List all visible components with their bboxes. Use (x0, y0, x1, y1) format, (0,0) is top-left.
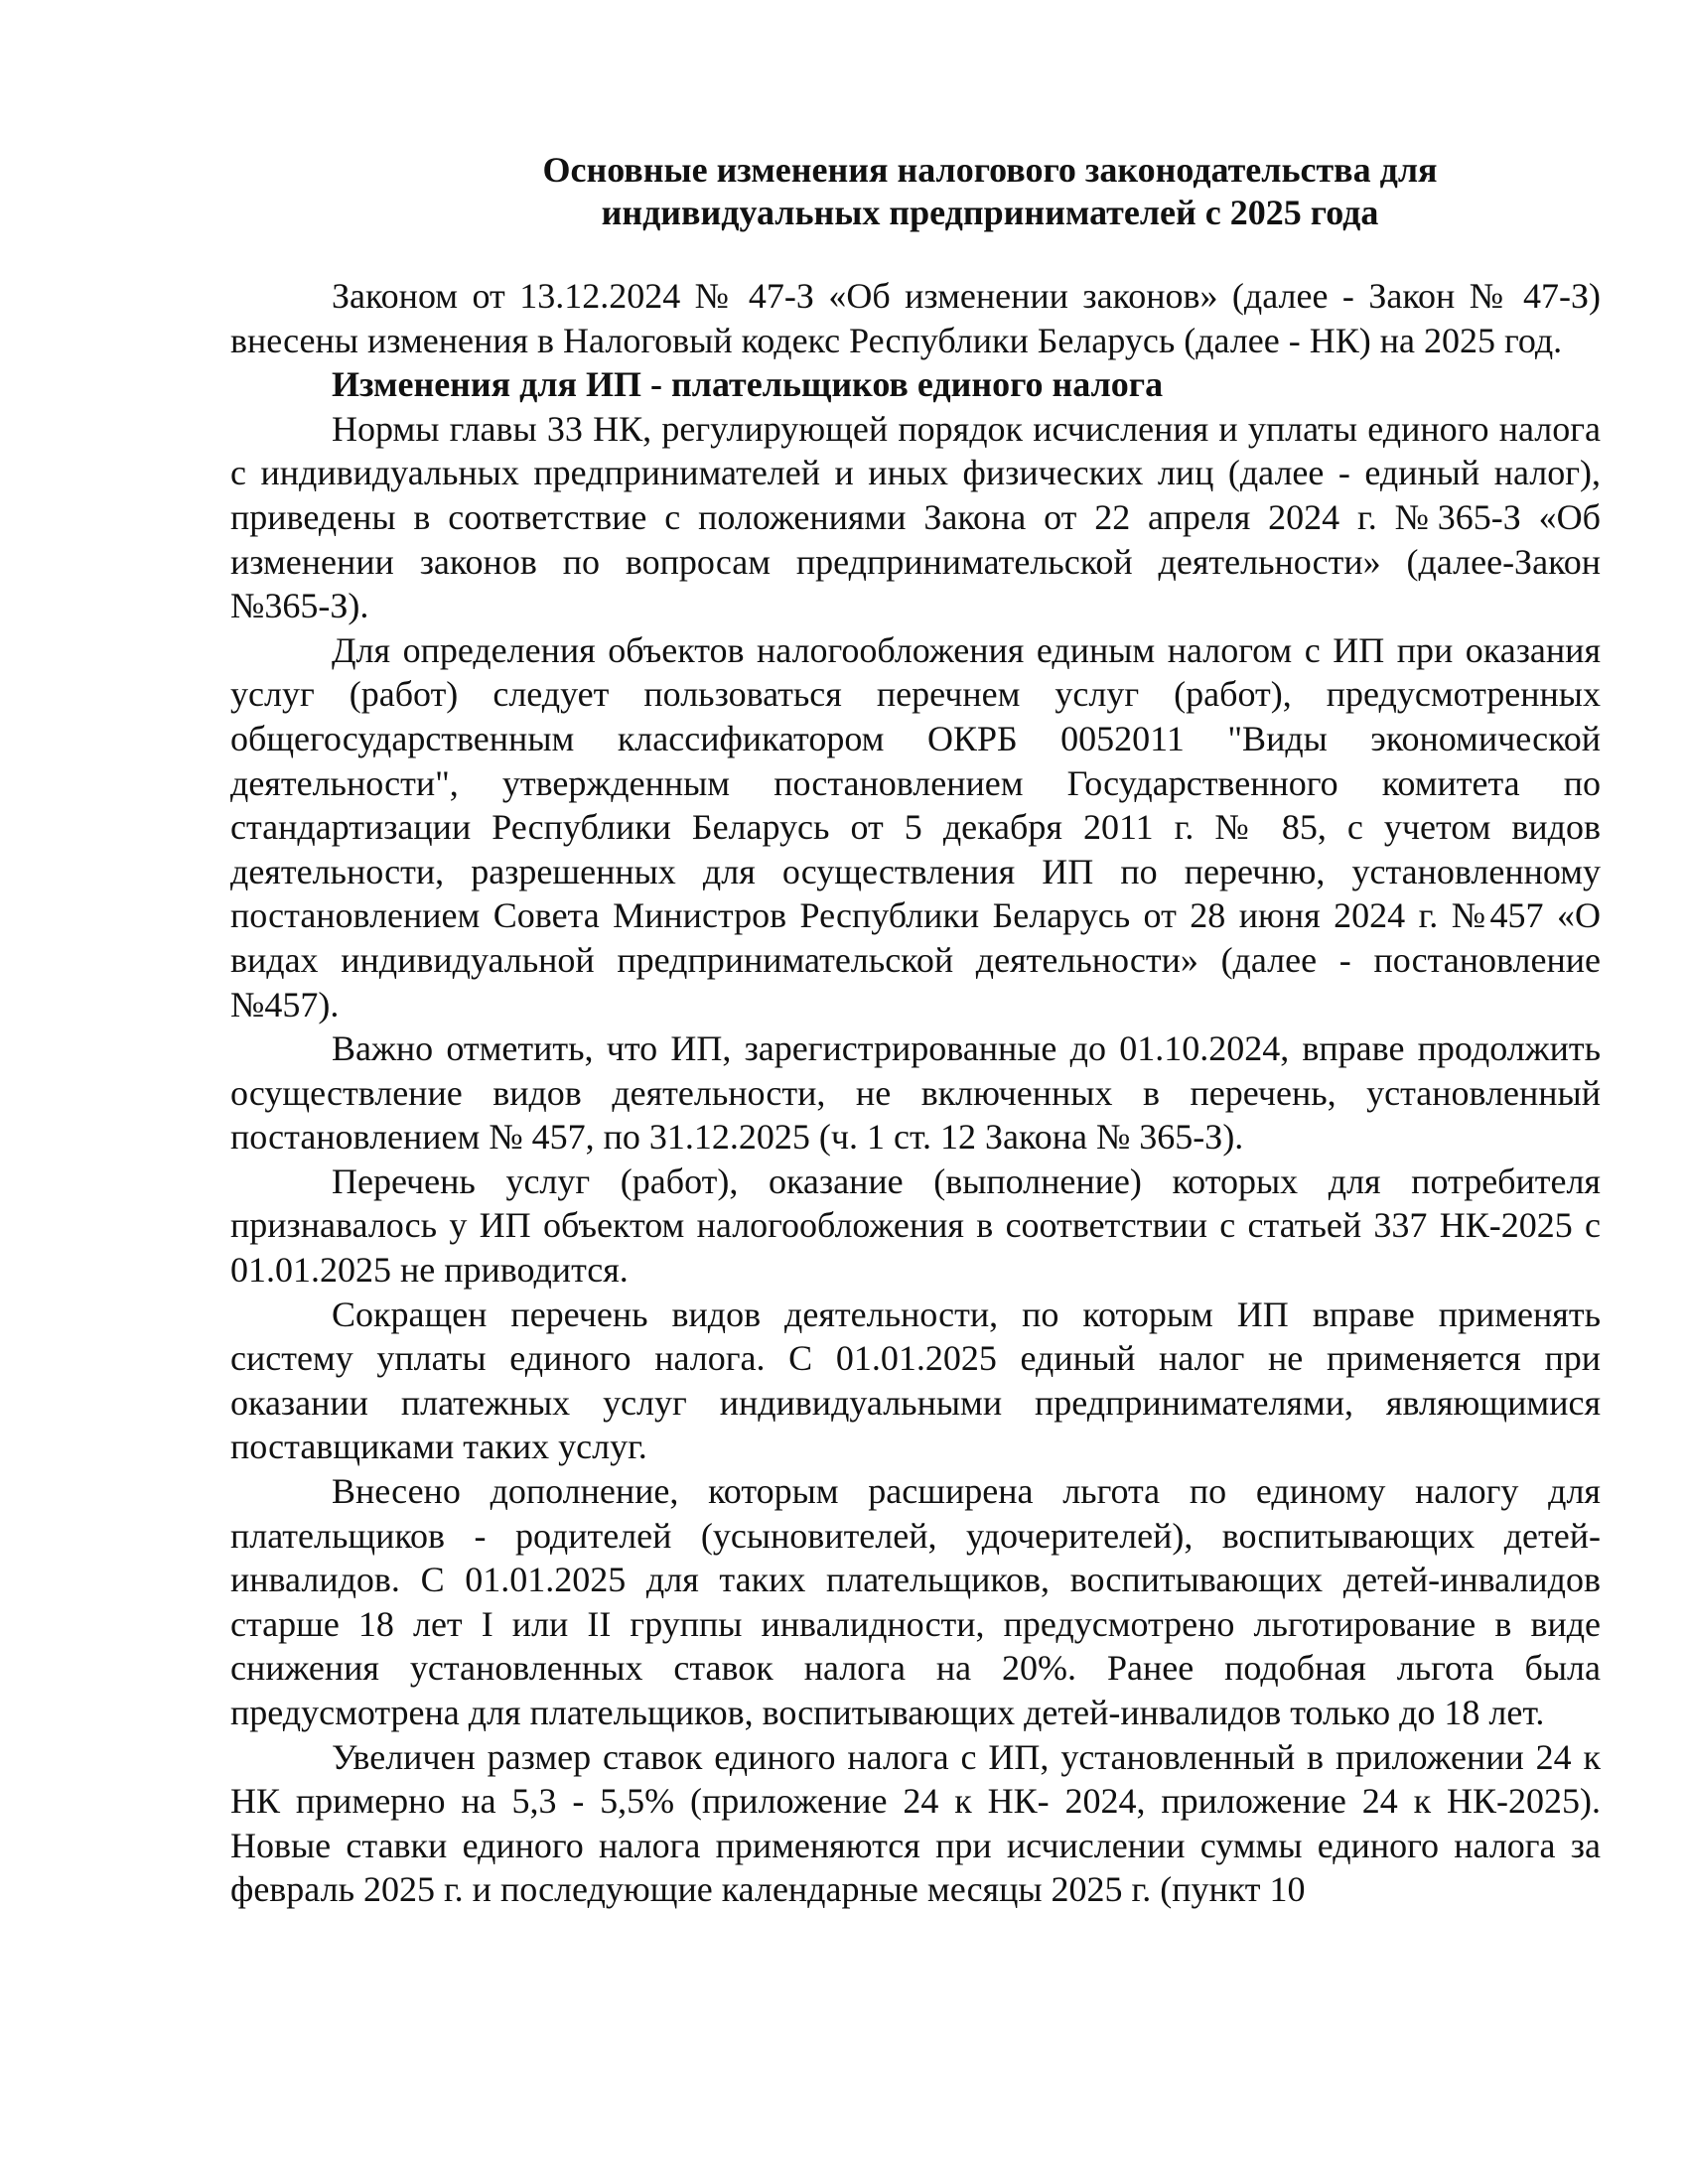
paragraph-rate-increase: Увеличен размер ставок единого налога с ИП, установленный в приложении 24 к НК примерно на 5,3 - 5,5% (приложение 24 к НК- 2024, приложение 24 к НК-2025). Новые ставки единого налога применяются при исчислении суммы единого налога за февраль 2025 г. и последующие календарные месяцы 2025 г. (пункт 10 (230, 1736, 1601, 1910)
paragraph-services-list: Перечень услуг (работ), оказание (выполнение) которых для потребителя признавалось у ИП объектом налогообложения в соответствии с статьей 337 НК-2025 с 01.01.2025 не приводится. (230, 1160, 1601, 1291)
paragraph-taxation-objects: Для определения объектов налогообложения единым налогом с ИП при оказания услуг (работ) следует пользоваться перечнем услуг (работ), предусмотренных общегосударственным классификатором ОКРБ 0052011 "Виды экономической деятельности", утвержденным постановлением Государственного комитета по стандартизации Республики Беларусь от 5 декабря 2011 г. № 85, с учетом видов деятельности, разрешенных для осуществления ИП по перечню, установленному постановлением Совета Министров Республики Беларусь от 28 июня 2024 г. №457 «О видах индивидуальной предпринимательской деятельности» (далее - постановление №457). (230, 629, 1601, 1024)
intro-paragraph: Законом от 13.12.2024 № 47-З «Об изменении законов» (далее - Закон № 47-З) внесены изменения в Налоговый кодекс Республики Беларусь (далее - НК) на 2025 год. (230, 276, 1601, 360)
paragraph-chapter-33: Нормы главы 33 НК, регулирующей порядок исчисления и уплаты единого налога с индивидуальных предпринимателей и иных физических лиц (далее - единый налог), приведены в соответствие с положениями Закона от 22 апреля 2024 г. №365-З «Об изменении законов по вопросам предпринимательской деятельности» (далее-Закон №365-З). (230, 408, 1601, 626)
document-page (230, 149, 1601, 1912)
document-title (230, 149, 1601, 234)
title-line-1: Основные изменения налогового законодательства для (542, 150, 1438, 190)
paragraph-reduced-activities: Сокращен перечень видов деятельности, по которым ИП вправе применять систему уплаты единого налога. С 01.01.2025 единый налог не применяется при оказании платежных услуг индивидуальными предпринимателями, являющимися поставщиками таких услуг. (230, 1294, 1601, 1467)
title-line-2: индивидуальных предпринимателей с 2025 года (601, 193, 1379, 232)
paragraph-parents-benefit: Внесено дополнение, которым расширена льгота по единому налогу для плательщиков - родителей (усыновителей, удочерителей), воспитывающих детей-инвалидов. С 01.01.2025 для таких плательщиков, воспитывающих детей-инвалидов старше 18 лет I или II группы инвалидности, предусмотрено льготирование в виде снижения установленных ставок налога на 20%. Ранее подобная льгота была предусмотрена для плательщиков, воспитывающих детей-инвалидов только до 18 лет. (230, 1471, 1601, 1732)
document-body (230, 274, 1601, 1912)
section-heading: Изменения для ИП - плательщиков единого налога (332, 364, 1164, 405)
paragraph-important-note: Важно отметить, что ИП, зарегистрированные до 01.10.2024, вправе продолжить осуществление видов деятельности, не включенных в перечень, установленный постановлением № 457, по 31.12.2025 (ч. 1 ст. 12 Закона № 365-З). (230, 1028, 1601, 1158)
